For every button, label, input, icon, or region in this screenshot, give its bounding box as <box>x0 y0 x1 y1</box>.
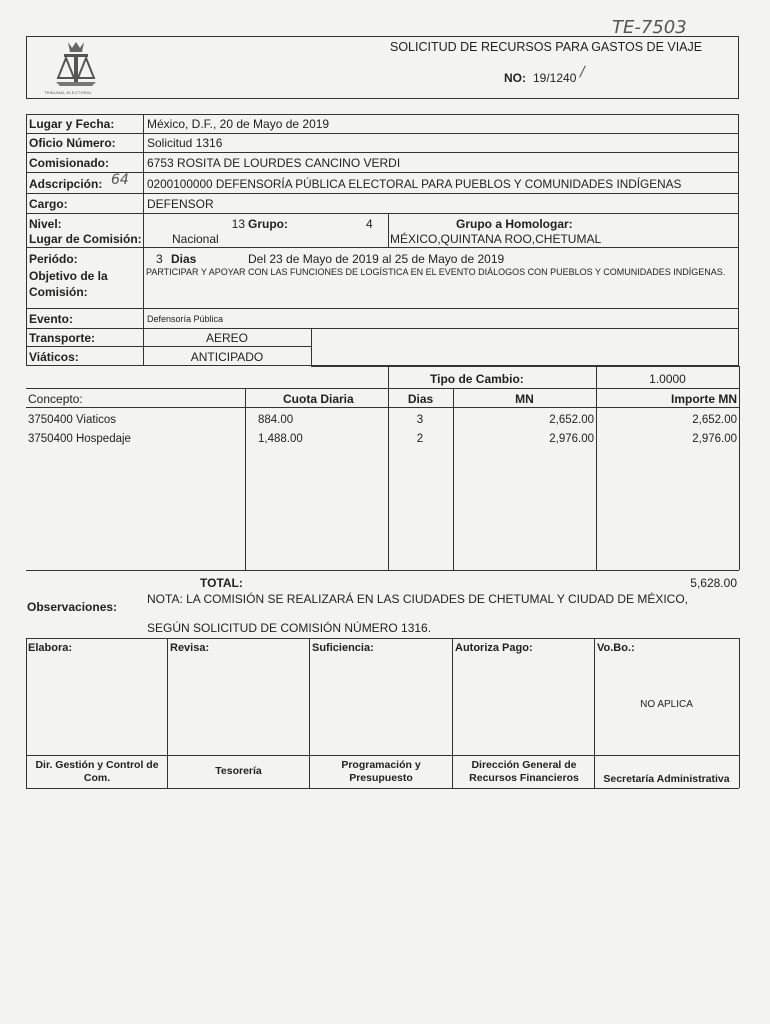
observaciones-line1: NOTA: LA COMISIÓN SE REALIZARÁ EN LAS CIUDADES DE CHETUMAL Y CIUDAD DE MÉXICO, <box>147 592 689 606</box>
row-1-importe: 2,652.00 <box>692 414 737 426</box>
cargo-label: Cargo: <box>29 197 68 211</box>
periodo-range: Del 23 de Mayo de 2019 al 25 de Mayo de 2019 <box>248 252 505 266</box>
sig-vobo: Vo.Bo.: <box>597 642 635 654</box>
observaciones-label: Observaciones: <box>27 600 118 614</box>
adscripcion-label: Adscripción: <box>29 177 103 191</box>
transporte-value: AEREO <box>205 331 248 345</box>
oficio-label: Oficio Número: <box>29 136 116 150</box>
evento-value: Defensoría Pública <box>147 314 224 324</box>
transporte-label: Transporte: <box>29 331 96 345</box>
seal-text: TRIBUNAL ELECTORAL <box>44 90 93 95</box>
row-1-concepto: 3750400 Viaticos <box>28 414 117 426</box>
sig-tesoreria: Tesorería <box>215 765 262 777</box>
col-concepto: Concepto: <box>28 392 83 406</box>
row-1-mn: 2,652.00 <box>549 414 594 426</box>
tipo-cambio-label: Tipo de Cambio: <box>430 372 524 386</box>
row-1-cuota: 884.00 <box>258 414 294 426</box>
row-2-dias: 2 <box>416 433 424 445</box>
viaticos-label: Viáticos: <box>29 350 79 364</box>
comisionado-value: 6753 ROSITA DE LOURDES CANCINO VERDI <box>147 156 401 170</box>
grupo-homologar-label: Grupo a Homologar: <box>456 217 573 231</box>
adscripcion-note: 64 <box>111 172 129 188</box>
form-title: SOLICITUD DE RECURSOS PARA GASTOS DE VIAJE <box>390 40 703 54</box>
lugar-fecha-label: Lugar y Fecha: <box>29 117 115 131</box>
no-aplica: NO APLICA <box>640 699 693 710</box>
objetivo-value: PARTICIPAR Y APOYAR CON LAS FUNCIONES DE LOGÍSTICA EN EL EVENTO DIÁLOGOS CON PUEBLOS Y COMUNIDADES INDÍGENAS. <box>146 267 726 277</box>
grupo-value: 4 <box>366 217 373 231</box>
total-label: TOTAL: <box>200 576 243 590</box>
observaciones-line2: SEGÚN SOLICITUD DE COMISIÓN NÚMERO 1316. <box>147 621 432 635</box>
sig-suficiencia: Suficiencia: <box>312 642 374 654</box>
sig-revisa: Revisa: <box>170 642 210 654</box>
nivel-label: Nivel: <box>29 217 62 231</box>
oficio-value: Solicitud 1316 <box>147 136 223 150</box>
tipo-cambio-value: 1.0000 <box>649 372 686 386</box>
row-2-cuota: 1,488.00 <box>258 433 303 445</box>
col-mn: MN <box>515 392 534 406</box>
grupo-label: Grupo: <box>248 217 288 231</box>
lugar-comision-value: Nacional <box>172 232 219 246</box>
nivel-value: 13 <box>231 217 245 231</box>
comisionado-label: Comisionado: <box>29 156 109 170</box>
lugar-comision-dest: MÉXICO,QUINTANA ROO,CHETUMAL <box>390 232 602 246</box>
periodo-label: Periódo: <box>29 252 78 266</box>
col-importe: Importe MN <box>671 392 737 406</box>
row-2-mn: 2,976.00 <box>549 433 594 445</box>
objetivo-label: Objetivo de la Comisión: <box>29 269 108 299</box>
adscripcion-value: 0200100000 DEFENSORÍA PÚBLICA ELECTORAL PARA PUEBLOS Y COMUNIDADES INDÍGENAS <box>147 177 682 191</box>
periodo-dias-label: Dias <box>171 252 197 266</box>
row-2-importe: 2,976.00 <box>692 433 737 445</box>
lugar-fecha-value: México, D.F., 20 de Mayo de 2019 <box>147 117 330 131</box>
col-dias: Dias <box>407 392 434 406</box>
form-number-value: 19/1240 <box>533 71 577 85</box>
check-mark: ∕ <box>580 64 585 80</box>
lugar-comision-label: Lugar de Comisión: <box>29 232 142 246</box>
handwritten-reference: TE-7503 <box>612 17 687 38</box>
row-1-dias: 3 <box>416 414 424 426</box>
total-value: 5,628.00 <box>690 576 737 590</box>
sig-dir-gestion: Dir. Gestión y Control de Com. <box>35 759 159 784</box>
periodo-days: 3 <box>156 252 163 266</box>
sig-direccion-general: Dirección General de Recursos Financieros <box>469 759 579 784</box>
sig-secretaria: Secretaría Administrativa <box>603 773 730 785</box>
sig-elabora: Elabora: <box>28 642 73 654</box>
sig-autoriza: Autoriza Pago: <box>455 642 533 654</box>
cargo-value: DEFENSOR <box>147 197 214 211</box>
row-2-concepto: 3750400 Hospedaje <box>28 433 131 445</box>
seal-logo <box>46 38 106 96</box>
evento-label: Evento: <box>29 312 74 326</box>
sig-programacion: Programación y Presupuesto <box>341 759 421 784</box>
viaticos-value: ANTICIPADO <box>190 350 264 364</box>
col-cuota: Cuota Diaria <box>283 392 354 406</box>
form-number-label: NO: <box>504 71 526 85</box>
